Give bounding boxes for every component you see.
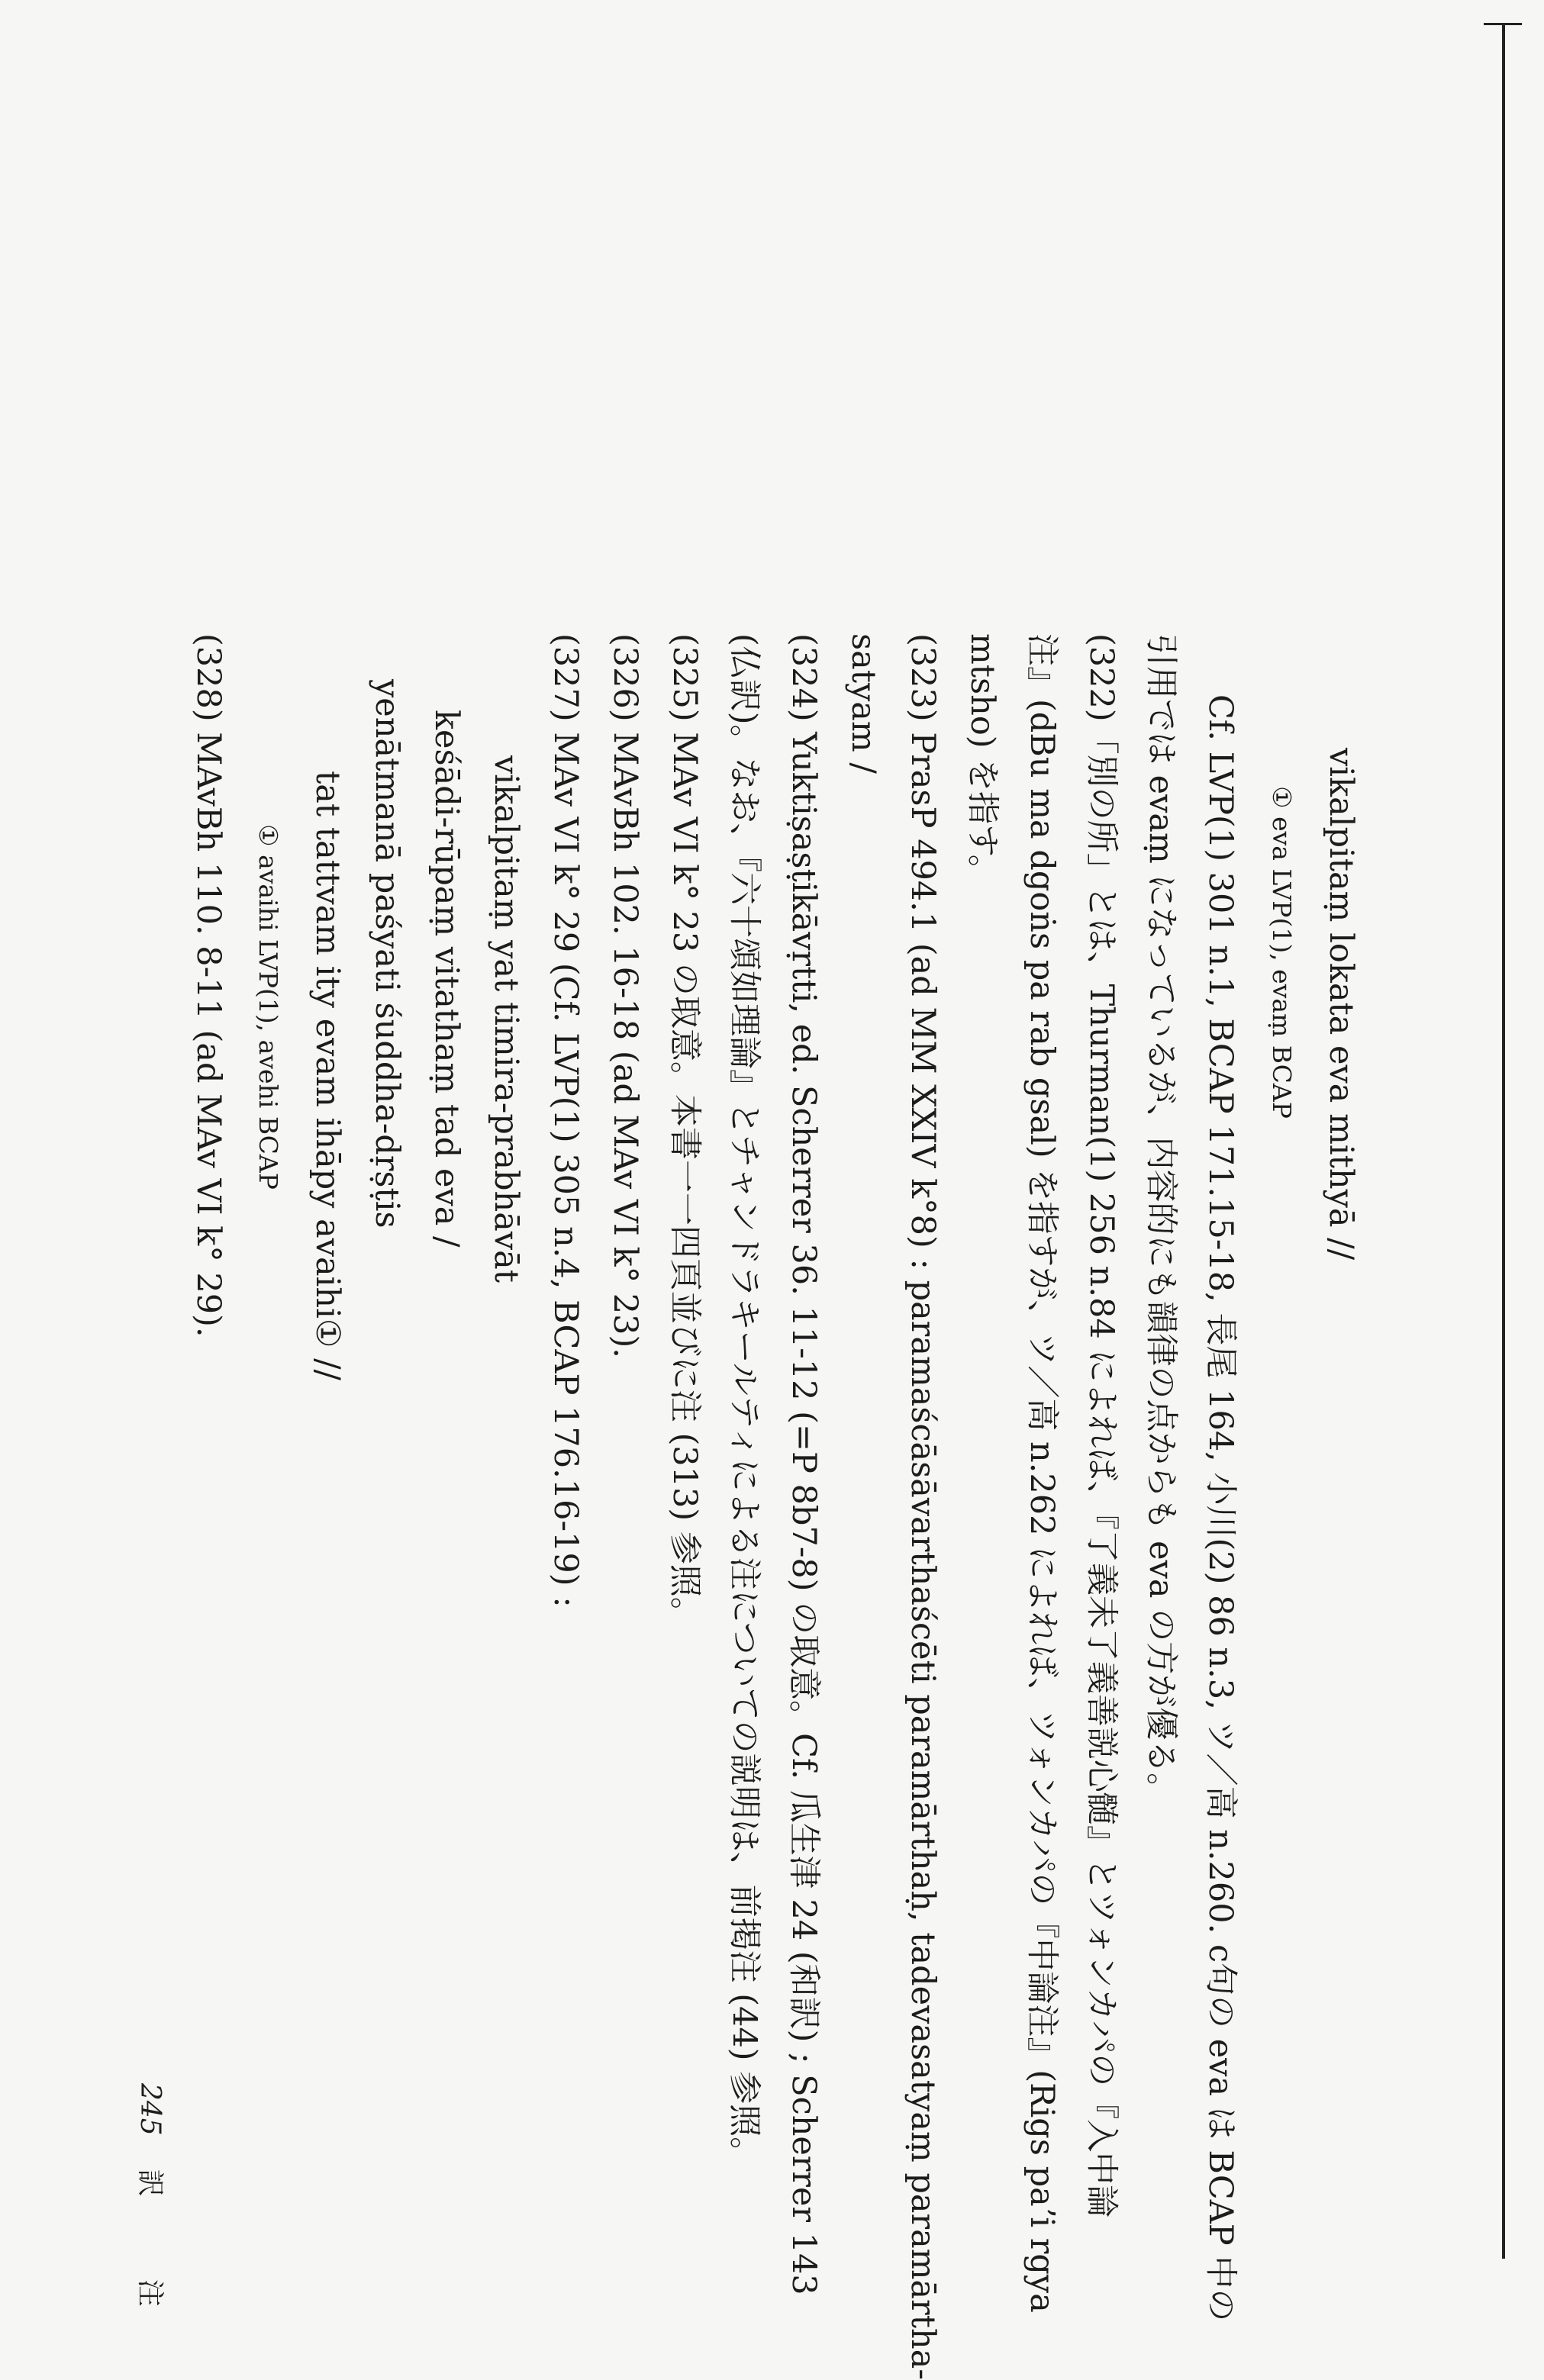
footnote-328: (328) MAvBh 110. 8-11 (ad MAv VI k° 29).: [189, 633, 227, 1338]
verse-variant-note: ① avaihi LVP(1), avehi BCAP: [253, 824, 283, 1190]
note-text: mtsho) を指す。: [963, 633, 1001, 887]
rotated-text-block: [126, 114, 1362, 2380]
verse-variant-note: ① eva LVP(1), evaṃ BCAP: [1267, 786, 1297, 1119]
page-number: 245: [134, 2083, 166, 2136]
footnote-324: (324) Yuktiṣaṣṭikāvṛtti, ed. Scherrer 36. 11-12 (=P 8b7-8) の取意。Cf. 瓜生津 24 (和訳) ; Scherrer 143: [785, 633, 823, 2295]
footnote-322: (322)「別の所」とは、Thurman(1) 256 n.84 によれば、『了義未了義善説心髄』とツォンカパの『入中論: [1082, 633, 1120, 2218]
verse-line: keśādi-rūpaṃ vitathaṃ tad eva /: [427, 710, 466, 1248]
page-edge-rule: [1502, 23, 1505, 2259]
footnote-325: (325) MAv VI k° 23 の取意。本書一一四頁並びに注 (313) 参照。: [666, 633, 704, 1630]
verse-line: vikalpitaṃ yat timira-prabhāvāt: [487, 755, 525, 1283]
footnote-326: (326) MAvBh 102. 16-18 (ad MAv VI k° 23).: [606, 633, 644, 1358]
note-text: 注』(dBu ma dgoṅs pa rab gsal) を指すが、ツ／高 n.262 によれば、ツォンカパの『中論注』(Rigs paʼi rgya: [1023, 633, 1061, 2313]
verse-line: vikalpitaṃ lokata eva mithyā //: [1322, 748, 1360, 1261]
note-text: (仏訳)。なお、『六十頌如理論』とチャンドラキールティによる注についての説明は、前掲注 (44) 参照。: [725, 633, 763, 2170]
verse-line: tat tattvam ity evam ihāpy avaihi① //: [308, 771, 347, 1381]
footnote-323: (323) PrasP 494.1 (ad MM XXIV k°8) : paramaścāsāvarthaścēti paramārthaḥ, tadevasatyaṃ paramārtha-: [904, 633, 942, 2380]
note-text: 引用では evaṃ になっているが、内容的にも韻律の点からも eva の方が優る。: [1142, 633, 1180, 1806]
verse-line: yenātmanā paśyati śuddha-dṛṣṭis: [368, 679, 406, 1229]
note-text: satyam /: [844, 633, 882, 774]
note-text: Cf. LVP(1) 301 n.1, BCAP 171.15-18, 長尾 164, 小川(2) 86 n.3, ツ／高 n.260. c句の eva は BCAP 中の: [1201, 694, 1239, 2322]
page-folio: [133, 2083, 172, 2334]
page-corner-rule: [1484, 23, 1522, 25]
footnote-327: (327) MAv VI k° 29 (Cf. LVP(1) 305 n.4, BCAP 176.16-19) :: [546, 633, 585, 1608]
running-head: 訳 注: [134, 2169, 166, 2334]
